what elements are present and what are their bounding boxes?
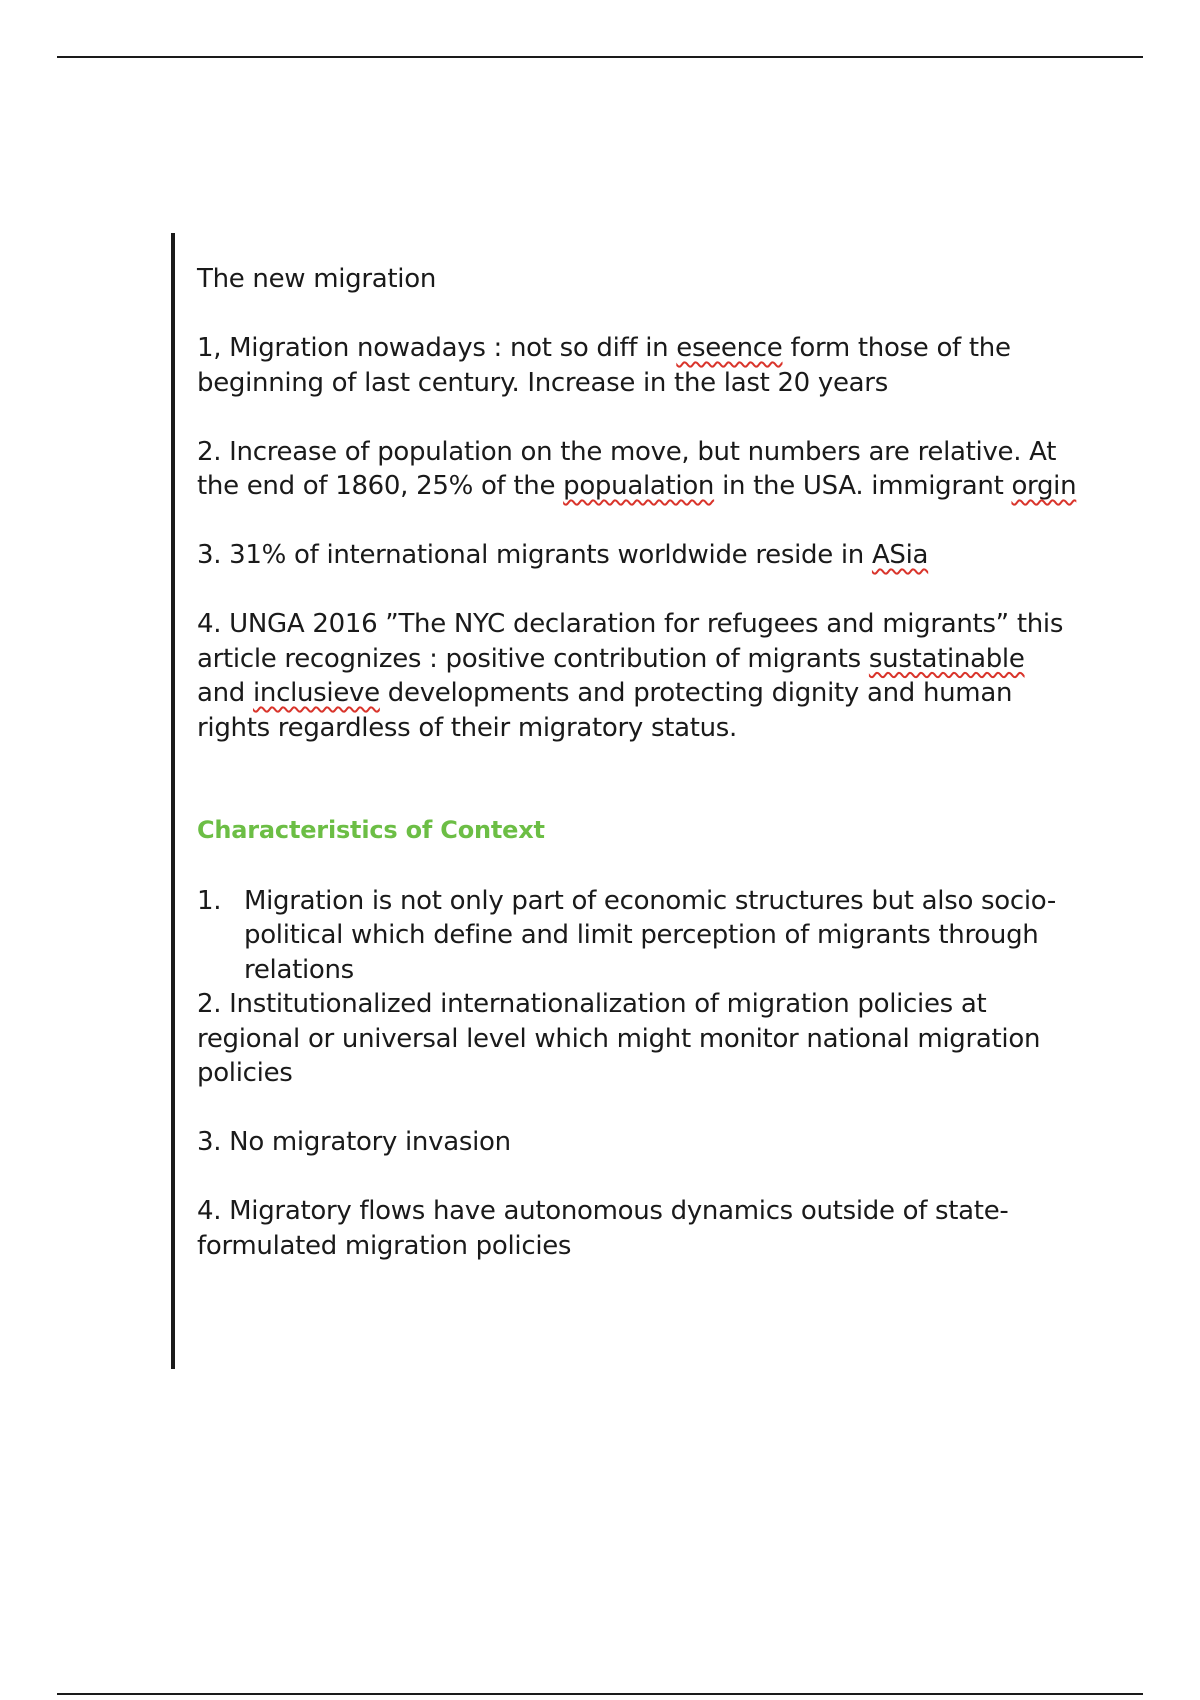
- section-heading: Characteristics of Context: [197, 816, 545, 844]
- misspelled-word: ASia: [871, 540, 929, 570]
- paragraph-1: [197, 331, 1077, 400]
- list-item-1-number: 1.: [197, 885, 222, 916]
- document-title: The new migration: [197, 264, 437, 294]
- list-item-3: 3. No migratory invasion: [197, 1127, 511, 1157]
- misspelled-word: inclusieve: [252, 678, 380, 708]
- paragraph-4-text-a: 4. UNGA 2016 ”The NYC declaration for refugees and migrants” this article recognizes : positive contribution of migrants: [197, 609, 1064, 674]
- top-rule: [57, 56, 1143, 58]
- list-item-4: 4. Migratory flows have autonomous dynamics outside of state-formulated migration policies: [197, 1196, 1009, 1261]
- paragraph-1-text-b: form those of the beginning of last century. Increase in the last 20 years: [197, 333, 1011, 398]
- left-margin-bar: [171, 233, 175, 1369]
- paragraph-3-text-a: 3. 31% of international migrants worldwide reside in: [197, 540, 872, 570]
- paragraph-2-text-b: in the USA. immigrant: [714, 471, 1012, 501]
- bottom-rule: [57, 1693, 1143, 1695]
- misspelled-word: eseence: [676, 333, 783, 363]
- paragraph-4: [197, 607, 1077, 745]
- list-item-1-text: Migration is not only part of economic structures but also socio-political which define and limit perception of migrants through relations: [244, 885, 1056, 985]
- list-item-1: [197, 884, 1077, 988]
- paragraph-3: [197, 538, 1077, 573]
- paragraph-4-text-c: developments and protecting dignity and human rights regardless of their migratory status.: [197, 678, 1013, 743]
- list-item-2: 2. Institutionalized internationalization of migration policies at regional or universal level which might monitor national migration policies: [197, 989, 1041, 1088]
- misspelled-word: popualation: [563, 471, 715, 501]
- paragraph-1-text-a: 1, Migration nowadays : not so diff in: [197, 333, 677, 363]
- paragraph-2: [197, 435, 1077, 504]
- misspelled-word: orgin: [1011, 471, 1077, 501]
- document-body: [197, 262, 1077, 1298]
- misspelled-word: sustatinable: [868, 643, 1025, 674]
- paragraph-2-text-a: 2. Increase of population on the move, but numbers are relative. At the end of 1860, 25% of the: [197, 436, 1057, 501]
- paragraph-4-text-b: and: [197, 678, 253, 708]
